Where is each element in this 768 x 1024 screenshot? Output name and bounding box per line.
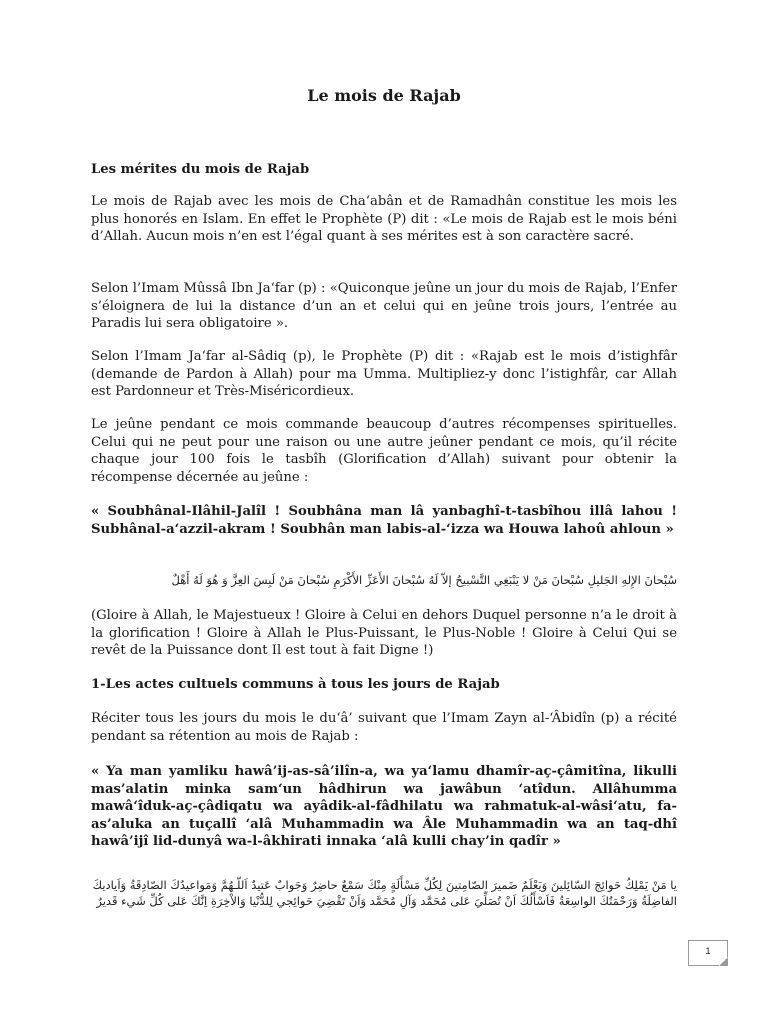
- section-heading-acts: 1-Les actes cultuels communs à tous les jours de Rajab: [91, 677, 500, 692]
- tasbih-transliteration: « Soubhânal-Ilâhil-Jalîl ! Soubhâna man lâ yanbaghî-t-tasbîhou illâ lahou ! Subhânal-a‘azzil-akram ! Soubhân man labis-al-‘izza wa Houwa lahoû ahloun »: [91, 504, 677, 537]
- paragraph-dua-intro: Réciter tous les jours du mois le du‘â’ suivant que l’Imam Zayn al-‘Âbidîn (p) a récité pendant sa rétention au mois de Rajab :: [91, 711, 677, 744]
- section-heading-merits: Les mérites du mois de Rajab: [91, 162, 310, 177]
- page-title: Le mois de Rajab: [307, 86, 461, 105]
- page-number: 1: [705, 946, 711, 956]
- page-number-box: [688, 940, 728, 966]
- paragraph-imam-mussa: Selon l’Imam Mûssâ Ibn Ja‘far (p) : «Quiconque jeûne un jour du mois de Rajab, l’Enfer s’éloignera de lui la distance d’un an et celui qui en jeûne trois jours, l’entrée au Paradis lui sera obligatoire ».: [91, 281, 677, 332]
- tasbih-translation: (Gloire à Allah, le Majestueux ! Gloire à Celui en dehors Duquel personne n’a le droit à la glorification ! Gloire à Allah le Plus-Puissant, le Plus-Noble ! Gloire à Celui Qui se revêt de la Puissance dont Il est tout à fait Digne !): [91, 608, 677, 659]
- paragraph-fasting: Le jeûne pendant ce mois commande beaucoup d’autres récompenses spirituelles. Celui qui ne peut pour une raison ou une autre jeûner pendant ce mois, qu’il récite chaque jour 100 fois le tasbîh (Glorification d’Allah) suivant pour obtenir la récompense décernée au jeûne :: [91, 417, 677, 485]
- dua-transliteration: « Ya man yamliku hawâ’ij-as-sâ’ilîn-a, wa ya‘lamu dhamîr-aç-çâmitîna, likulli mas’alatin minka sam‘un hâdhirun wa jawâbun ‘atîdun. Allâhumma mawâ‘îduk-aç-çâdiqatu wa ayâdik-al-fâdhilatu wa rahmatuk-al-wâsi‘atu, fa-as’aluka an tuçallî ‘alâ Muhammadin wa Âle Muhammadin wa an taq-dhî hawâ’ijî lid-dunyâ wa-l-âkhirati innaka ‘alâ kulli chay’in qadîr »: [91, 764, 677, 850]
- dua-arabic: يا مَنْ يَمْلِكُ حَوائِجَ السّائِلينَ وَيَعْلَمُ ضَميرَ الصّامِتينَ لِكُلِّ مَسْأَلَةٍ مِنْكَ سَمْعٌ حاضِرٌ وَجَوابٌ عَتيدٌ اَللّـهُمَّ وَمَواعيدُكَ الصّادِقَةُ وَاَياديكَ الفاضِلَةُ وَرَحْمَتُكَ الواسِعَةُ فَاَسْأَلُكَ اَنْ تُصَلِّيَ عَلى مُحَمَّد وَآلِ مُحَمَّد وَاَنْ تَقْضِيَ حَوائِجي لِلدُّنْيا وَالاْخِرَةِ اِنَّكَ عَلى كُلِّ شَيء قَديرٌ: [92, 878, 677, 908]
- paragraph-intro: Le mois de Rajab avec les mois de Cha‘abân et de Ramadhân constitue les mois les plus honorés en Islam. En effet le Prophète (P) dit : «Le mois de Rajab est le mois béni d’Allah. Aucun mois n’en est l’égal quant à ses mérites est à son caractère sacré.: [91, 194, 677, 245]
- tasbih-arabic: سُبْحانَ الإِلهِ الجَليلِ سُبْحانَ مَنْ لا يَنْبَغِي التَّسْبيحُ إلاّ لَهُ سُبْحانَ الأَعَزِّ الأَكْرَمِ سُبْحانَ مَنْ لَبِسَ العِزَّ وَ هُوَ لَهُ أَهْلٌ: [171, 573, 677, 587]
- page-curl-icon: [719, 957, 728, 966]
- paragraph-imam-jafar: Selon l’Imam Ja‘far al-Sâdiq (p), le Prophète (P) dit : «Rajab est le mois d’istighfâr (demande de Pardon à Allah) pour ma Umma. Multipliez-y donc l’istighfâr, car Allah est Pardonneur et Très-Miséricordieux.: [91, 349, 677, 400]
